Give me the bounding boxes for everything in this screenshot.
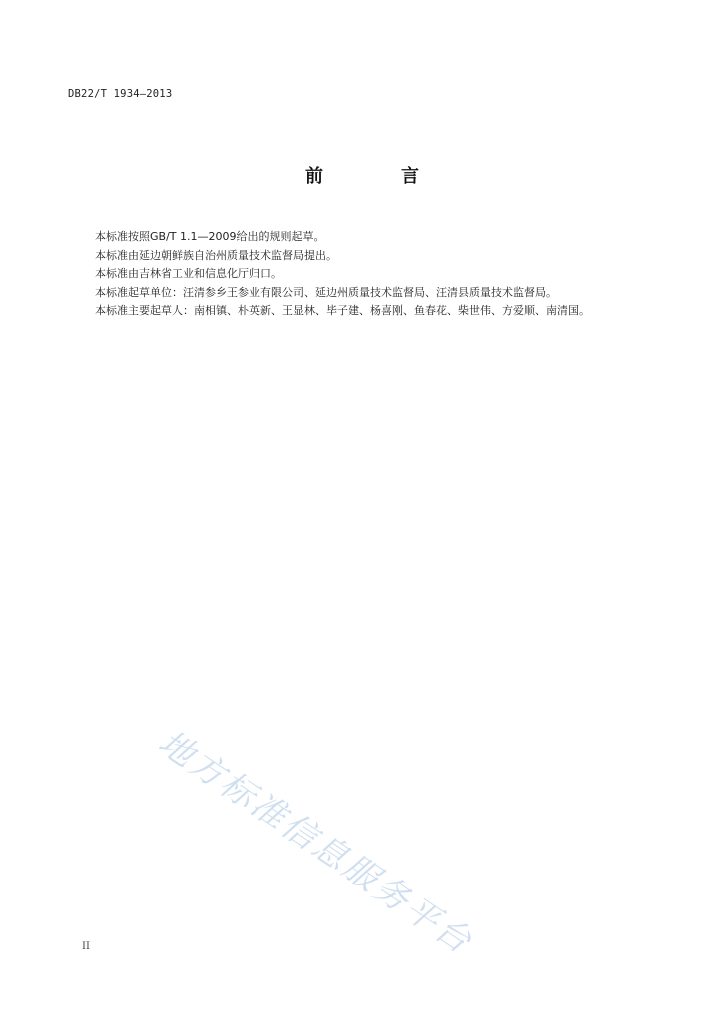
watermark: 地方标准信息服务平台 xyxy=(151,722,481,963)
paragraph-centralized-management: 本标准由吉林省工业和信息化厅归口。 xyxy=(95,267,282,280)
paragraph-drafting-rules: 本标准按照GB/T 1.1—2009给出的规则起草。 xyxy=(95,230,325,243)
page-number: II xyxy=(82,941,90,952)
section-title: 前 言 xyxy=(305,166,449,187)
foreword-body xyxy=(68,228,658,321)
paragraph-main-drafters: 本标准主要起草人：南相镇、朴英新、王显林、毕子建、杨喜刚、鱼春花、柴世伟、方爱顺、南清国。 xyxy=(95,304,590,317)
paragraph-drafting-organizations: 本标准起草单位：汪清参乡王参业有限公司、延边州质量技术监督局、汪清县质量技术监督局。 xyxy=(95,285,557,299)
paragraph-proposer: 本标准由延边朝鲜族自治州质量技术监督局提出。 xyxy=(95,248,337,262)
document-code: DB22/T 1934—2013 xyxy=(68,88,173,100)
